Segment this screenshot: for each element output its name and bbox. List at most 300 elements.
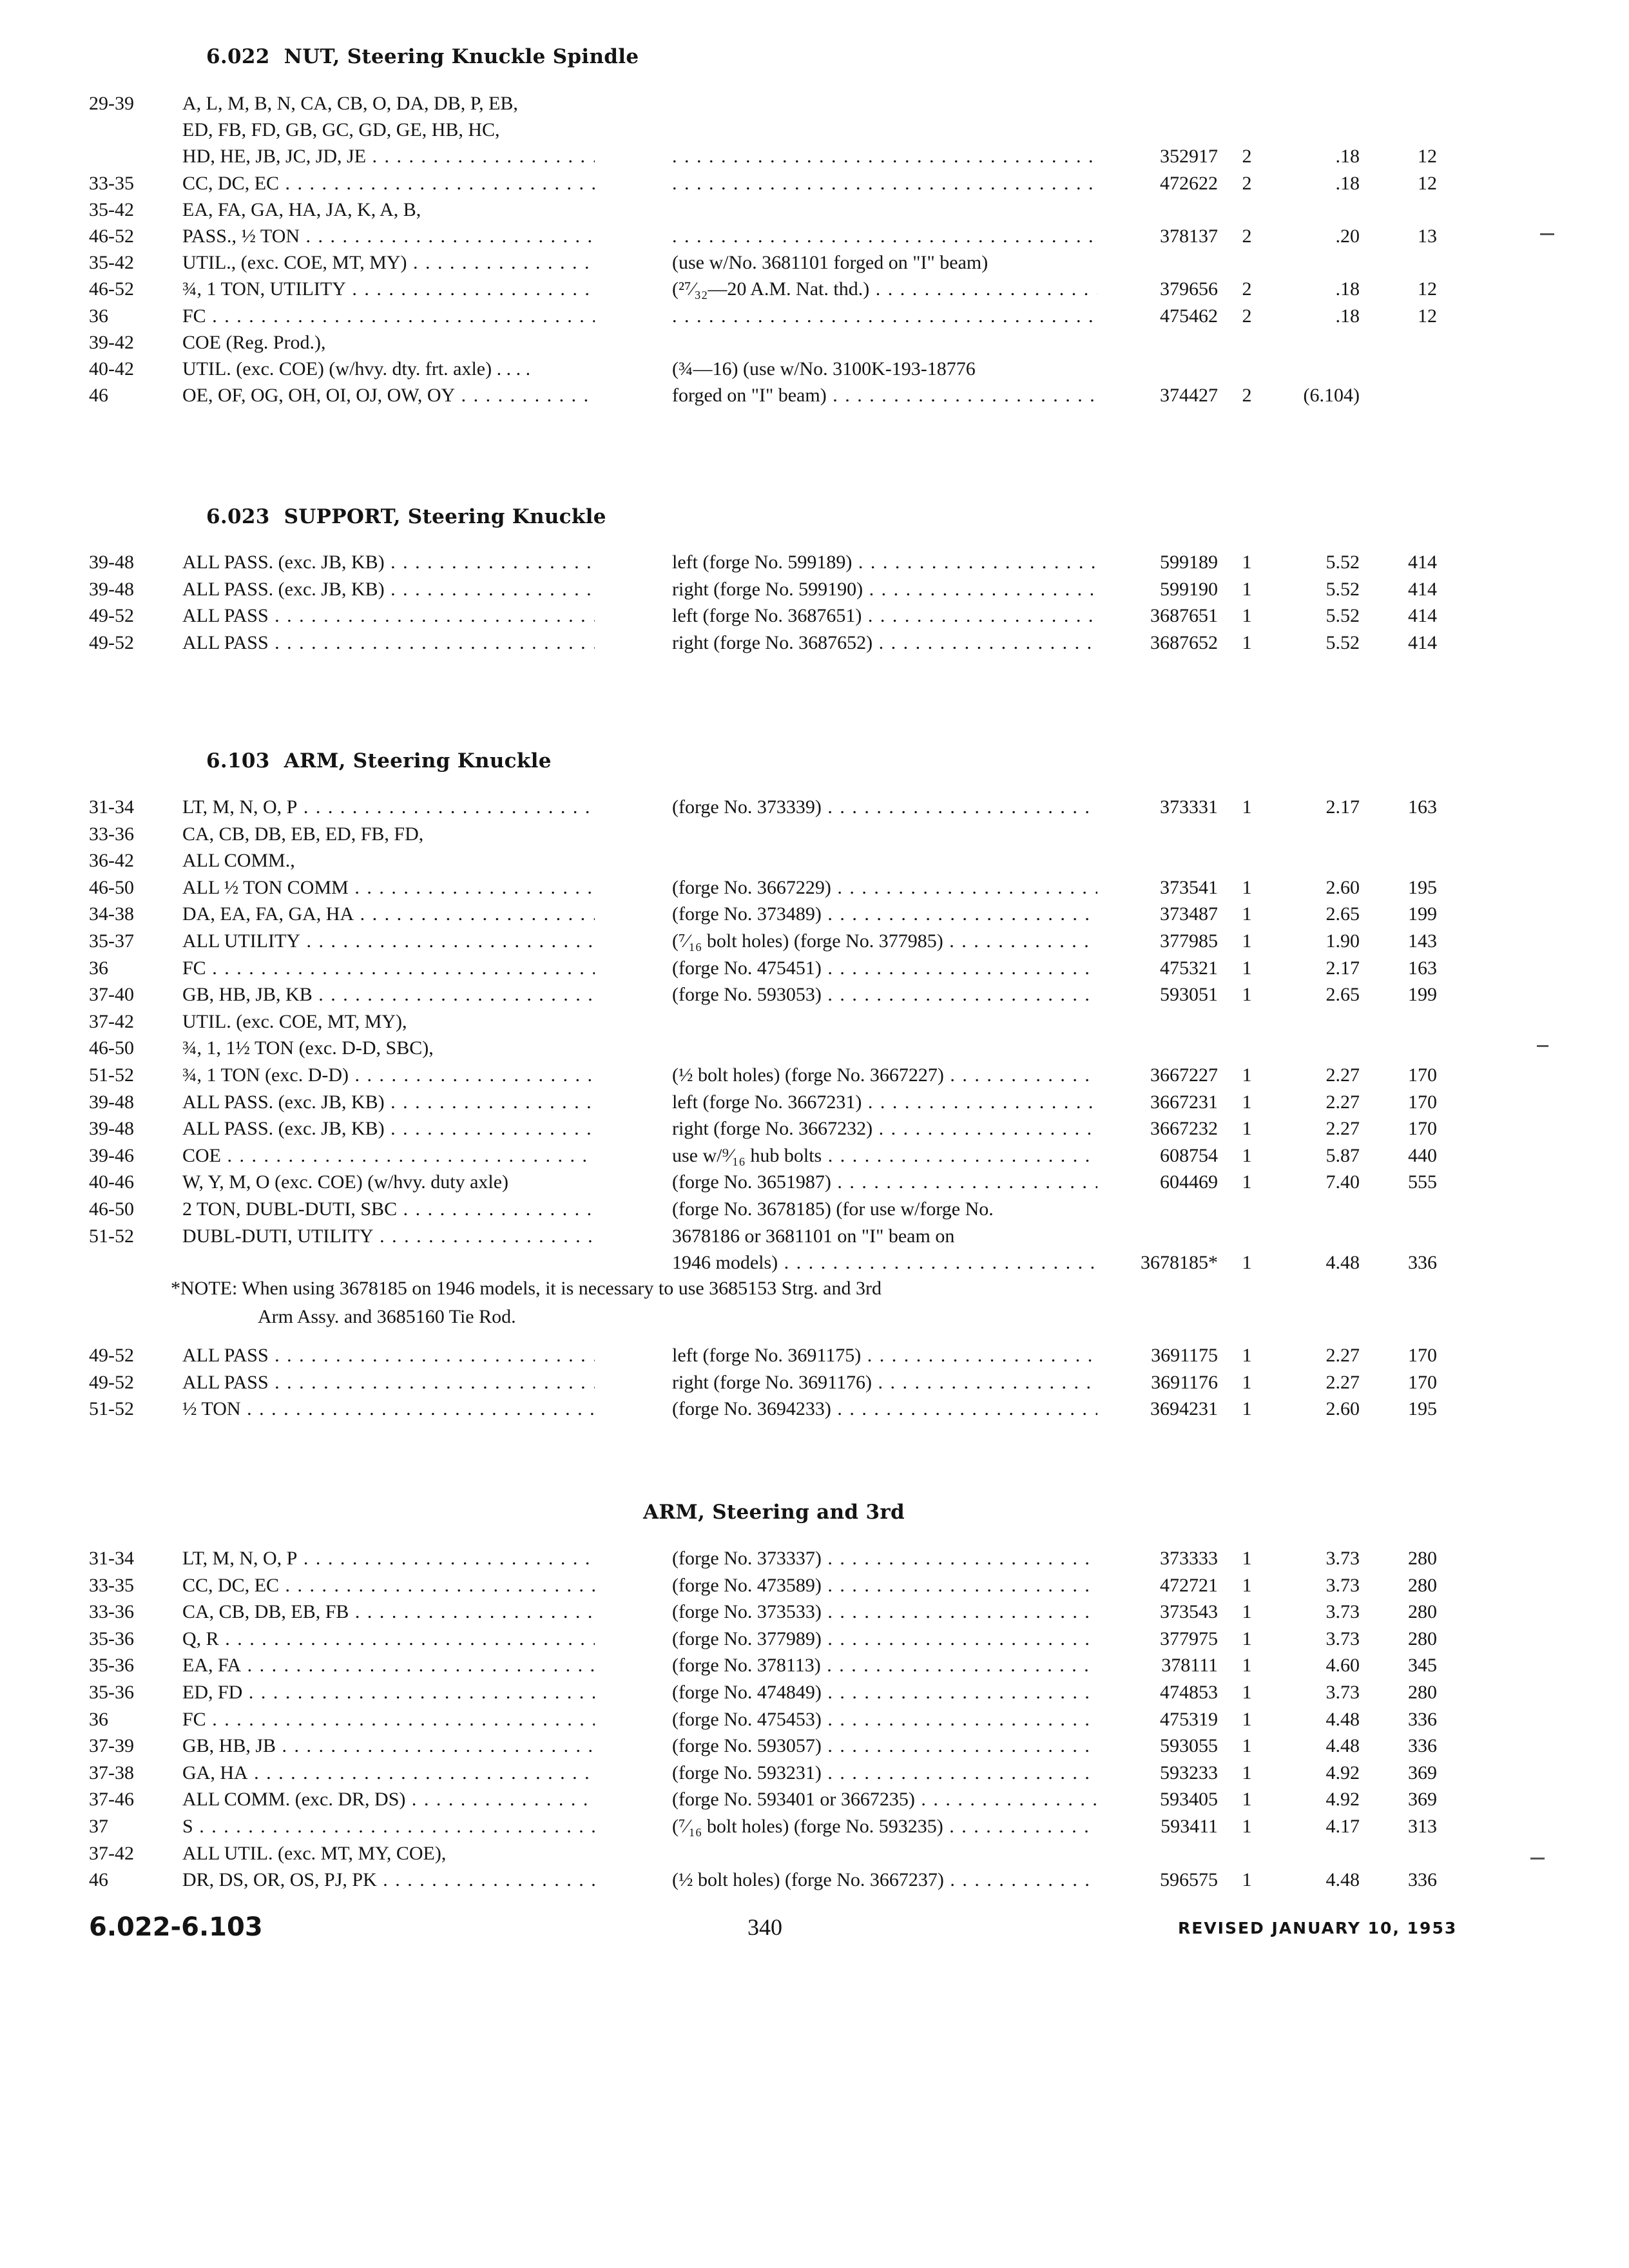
part-number-cell: 3667232 — [1150, 1118, 1218, 1140]
table-row — [0, 249, 1629, 276]
model-cell: Q, R . . . — [182, 1626, 595, 1653]
weight-cell: .18 — [1335, 172, 1360, 194]
year-cell: 46-50 — [89, 1198, 134, 1220]
table-row — [0, 1342, 1629, 1369]
cost-cell: 345 — [1408, 1655, 1437, 1677]
weight-cell: 2.27 — [1325, 1345, 1360, 1366]
part-number-cell: 3678185* — [1141, 1252, 1218, 1274]
year-cell: 37-38 — [89, 1762, 134, 1783]
part-number-cell: 593411 — [1161, 1816, 1218, 1837]
model-cell: DR, DS, OR, OS, PJ, PK . . . — [182, 1867, 595, 1894]
model-cell: EA, FA . . . — [182, 1652, 595, 1679]
year-cell: 33-36 — [89, 1601, 134, 1623]
model-cell: ¾, 1 TON, UTILITY . . . — [182, 276, 595, 303]
weight-cell: 4.48 — [1325, 1869, 1360, 1891]
quantity-cell: 2 — [1242, 305, 1252, 327]
part-number-cell: 593233 — [1160, 1762, 1218, 1783]
model-cell: COE (Reg. Prod.), — [182, 331, 326, 353]
table-row — [0, 1626, 1629, 1653]
note-cell: (¾—16) (use w/No. 3100K-193-18776 — [672, 358, 976, 380]
weight-cell: .20 — [1335, 226, 1360, 247]
part-number-cell: 593051 — [1160, 984, 1218, 1006]
weight-cell: 2.60 — [1325, 1398, 1360, 1419]
model-cell: ALL PASS. (exc. JB, KB) . . . — [182, 1089, 595, 1116]
note-cell — [672, 303, 1097, 330]
quantity-cell: 1 — [1242, 1345, 1252, 1366]
table-row — [0, 1062, 1629, 1089]
table-row — [0, 1169, 1629, 1196]
section-title: NUT, Steering Knuckle Spindle — [284, 45, 639, 68]
model-cell: ALL COMM., — [182, 850, 295, 872]
model-cell: ALL PASS . . . — [182, 602, 595, 629]
quantity-cell: 1 — [1242, 1064, 1252, 1086]
weight-cell: 5.52 — [1325, 605, 1360, 626]
table-row — [0, 576, 1629, 603]
year-cell: 35-36 — [89, 1682, 134, 1703]
table-row — [0, 794, 1629, 821]
quantity-cell: 2 — [1242, 172, 1252, 194]
part-number-cell: 3687651 — [1150, 605, 1218, 626]
note-cell — [672, 170, 1097, 197]
model-cell: ALL PASS . . . — [182, 629, 595, 657]
year-cell: 39-48 — [89, 1118, 134, 1140]
note-cell: forged on "I" beam) . . . — [672, 382, 1097, 409]
year-cell: 49-52 — [89, 1371, 134, 1393]
year-cell: 37-39 — [89, 1735, 134, 1757]
year-cell: 31-34 — [89, 1548, 134, 1569]
section-number: 6.023 — [206, 505, 270, 528]
part-number-cell: 373331 — [1160, 796, 1218, 818]
note-cell: (forge No. 593057) . . . — [672, 1733, 1097, 1760]
year-cell: 51-52 — [89, 1064, 134, 1086]
part-number-cell: 373487 — [1160, 903, 1218, 925]
year-cell: 37 — [89, 1816, 108, 1837]
weight-cell: 4.48 — [1325, 1735, 1360, 1757]
model-cell: W, Y, M, O (exc. COE) (w/hvy. duty axle) — [182, 1171, 509, 1193]
model-cell: ¾, 1, 1½ TON (exc. D-D, SBC), — [182, 1037, 434, 1059]
table-row — [0, 382, 1629, 409]
cost-cell: 280 — [1408, 1548, 1437, 1569]
cost-cell: 280 — [1408, 1628, 1437, 1649]
quantity-cell: 1 — [1242, 1171, 1252, 1193]
weight-cell: 3.73 — [1325, 1682, 1360, 1703]
note-cell: (forge No. 3667229) . . . — [672, 874, 1097, 901]
note-cell — [672, 223, 1097, 250]
year-cell: 35-36 — [89, 1628, 134, 1649]
cost-cell: 13 — [1418, 226, 1437, 247]
weight-cell: 5.52 — [1325, 631, 1360, 653]
cost-cell: 195 — [1408, 876, 1437, 898]
model-cell: LT, M, N, O, P . . . — [182, 1545, 595, 1572]
part-number-cell: 378111 — [1161, 1655, 1218, 1677]
note-cell: 3678186 or 3681101 on "I" beam on — [672, 1225, 955, 1247]
quantity-cell: 1 — [1242, 552, 1252, 573]
table-row — [0, 1249, 1629, 1276]
scan-mark — [1540, 233, 1554, 235]
quantity-cell: 1 — [1242, 578, 1252, 600]
cost-cell: 12 — [1418, 278, 1437, 300]
note-cell: 1946 models) . . . — [672, 1249, 1097, 1276]
cost-cell: 280 — [1408, 1574, 1437, 1596]
part-number-cell: 3691176 — [1151, 1371, 1218, 1393]
part-number-cell: 3691175 — [1151, 1345, 1218, 1366]
table-row — [0, 303, 1629, 330]
part-number-cell: 373333 — [1160, 1548, 1218, 1569]
cost-cell: 195 — [1408, 1398, 1437, 1419]
note-cell: (forge No. 378113) . . . — [672, 1652, 1097, 1679]
table-row — [0, 928, 1629, 955]
year-cell: 36 — [89, 305, 108, 327]
quantity-cell: 1 — [1242, 1816, 1252, 1837]
model-cell: FC . . . — [182, 303, 595, 330]
quantity-cell: 1 — [1242, 957, 1252, 979]
section-title: SUPPORT, Steering Knuckle — [284, 505, 606, 528]
section-title: ARM, Steering Knuckle — [284, 749, 552, 773]
quantity-cell: 1 — [1242, 903, 1252, 925]
note-cell: (forge No. 3694233) . . . — [672, 1396, 1097, 1423]
weight-cell: (6.104) — [1303, 385, 1360, 407]
weight-cell: 5.87 — [1325, 1144, 1360, 1166]
cost-cell: 336 — [1408, 1735, 1437, 1757]
quantity-cell: 1 — [1242, 605, 1252, 626]
table-row — [0, 1089, 1629, 1116]
section-heading-6103 — [206, 749, 552, 773]
cost-cell: 163 — [1408, 957, 1437, 979]
model-cell: DA, EA, FA, GA, HA . . . — [182, 901, 595, 928]
table-row — [0, 356, 1629, 383]
model-cell: ALL PASS. (exc. JB, KB) . . . — [182, 549, 595, 576]
part-number-cell: 593055 — [1160, 1735, 1218, 1757]
scan-mark — [1537, 1045, 1548, 1047]
model-cell: CA, CB, DB, EB, FB . . . — [182, 1599, 595, 1626]
part-number-cell: 3667227 — [1150, 1064, 1218, 1086]
model-cell: ED, FD . . . — [182, 1679, 595, 1706]
table-row — [0, 197, 1629, 224]
model-cell: DUBL-DUTI, UTILITY . . . — [182, 1223, 595, 1250]
table-row — [0, 874, 1629, 901]
year-cell: 39-48 — [89, 578, 134, 600]
model-cell: A, L, M, B, N, CA, CB, O, DA, DB, P, EB, — [182, 93, 518, 114]
weight-cell: 4.92 — [1325, 1762, 1360, 1783]
note-cell: (forge No. 373339) . . . — [672, 794, 1097, 821]
cost-cell: 414 — [1408, 578, 1437, 600]
quantity-cell: 1 — [1242, 1118, 1252, 1140]
year-cell: 40-46 — [89, 1171, 134, 1193]
weight-cell: 2.17 — [1325, 796, 1360, 818]
table-row — [0, 1840, 1629, 1867]
note-cell: (⁷⁄₁₆ bolt holes) (forge No. 377985) . . . — [672, 928, 1097, 955]
table-row — [0, 1115, 1629, 1142]
table-row — [0, 1223, 1629, 1250]
note-cell: left (forge No. 599189) . . . — [672, 549, 1097, 576]
model-cell: GB, HB, JB . . . — [182, 1733, 595, 1760]
quantity-cell: 1 — [1242, 1601, 1252, 1623]
part-number-cell: 599189 — [1160, 552, 1218, 573]
year-cell: 33-36 — [89, 823, 134, 845]
quantity-cell: 2 — [1242, 226, 1252, 247]
note-cell: (forge No. 593231) . . . — [672, 1760, 1097, 1787]
table-row — [0, 1706, 1629, 1733]
cost-cell: 555 — [1408, 1171, 1437, 1193]
part-number-cell: 3694231 — [1150, 1398, 1218, 1419]
year-cell: 37-42 — [89, 1842, 134, 1864]
year-cell: 46-50 — [89, 876, 134, 898]
model-cell: ¾, 1 TON (exc. D-D) . . . — [182, 1062, 595, 1089]
note-cell: (½ bolt holes) (forge No. 3667227) . . . — [672, 1062, 1097, 1089]
footer-revised-date: REVISED JANUARY 10, 1953 — [1178, 1919, 1458, 1937]
quantity-cell: 1 — [1242, 1371, 1252, 1393]
weight-cell: 3.73 — [1325, 1601, 1360, 1623]
quantity-cell: 1 — [1242, 1655, 1252, 1677]
cost-cell: 170 — [1408, 1371, 1437, 1393]
quantity-cell: 1 — [1242, 876, 1252, 898]
year-cell: 37-40 — [89, 984, 134, 1006]
part-number-cell: 474853 — [1160, 1682, 1218, 1703]
cost-cell: 12 — [1418, 146, 1437, 168]
model-cell: ED, FB, FD, GB, GC, GD, GE, HB, HC, — [182, 119, 500, 141]
year-cell: 35-42 — [89, 252, 134, 274]
table-row — [0, 1369, 1629, 1396]
part-number-cell: 3687652 — [1150, 631, 1218, 653]
cost-cell: 12 — [1418, 305, 1437, 327]
table-row — [0, 1572, 1629, 1599]
weight-cell: 7.40 — [1325, 1171, 1360, 1193]
model-cell: LT, M, N, O, P . . . — [182, 794, 595, 821]
part-number-cell: 472622 — [1160, 172, 1218, 194]
year-cell: 33-35 — [89, 172, 134, 194]
quantity-cell: 1 — [1242, 796, 1252, 818]
weight-cell: 2.27 — [1325, 1371, 1360, 1393]
cost-cell: 199 — [1408, 903, 1437, 925]
table-row — [0, 1867, 1629, 1894]
table-row — [0, 1733, 1629, 1760]
table-row — [0, 1813, 1629, 1840]
year-cell: 51-52 — [89, 1225, 134, 1247]
weight-cell: 4.48 — [1325, 1252, 1360, 1274]
year-cell: 29-39 — [89, 93, 134, 114]
model-cell: ALL UTILITY . . . — [182, 928, 595, 955]
weight-cell: 3.73 — [1325, 1628, 1360, 1649]
part-number-cell: 596575 — [1160, 1869, 1218, 1891]
table-row — [0, 549, 1629, 576]
year-cell: 37-46 — [89, 1789, 134, 1811]
year-cell: 34-38 — [89, 903, 134, 925]
weight-cell: 4.60 — [1325, 1655, 1360, 1677]
model-cell: ALL ½ TON COMM . . . — [182, 874, 595, 901]
table-row — [0, 981, 1629, 1008]
quantity-cell: 1 — [1242, 930, 1252, 952]
part-number-cell: 472721 — [1160, 1574, 1218, 1596]
year-cell: 46-50 — [89, 1037, 134, 1059]
model-cell: FC . . . — [182, 1706, 595, 1733]
section-title: ARM, Steering and 3rd — [643, 1501, 905, 1524]
note-cell: (forge No. 3678185) (for use w/forge No. — [672, 1198, 994, 1220]
year-cell: 46-52 — [89, 226, 134, 247]
cost-cell: 414 — [1408, 605, 1437, 626]
quantity-cell: 1 — [1242, 1762, 1252, 1783]
note-cell: (forge No. 593053) . . . — [672, 981, 1097, 1008]
note-cell: use w/⁹⁄₁₆ hub bolts . . . — [672, 1142, 1097, 1169]
cost-cell: 336 — [1408, 1869, 1437, 1891]
part-number-cell: 352917 — [1160, 146, 1218, 168]
part-number-cell: 475319 — [1160, 1708, 1218, 1730]
table-row — [0, 629, 1629, 657]
quantity-cell: 1 — [1242, 1144, 1252, 1166]
model-cell: ALL PASS. (exc. JB, KB) . . . — [182, 576, 595, 603]
weight-cell: 4.48 — [1325, 1708, 1360, 1730]
table-row — [0, 1545, 1629, 1572]
note-cell: (⁷⁄₁₆ bolt holes) (forge No. 593235) . . . — [672, 1813, 1097, 1840]
weight-cell: 2.17 — [1325, 957, 1360, 979]
model-cell: GB, HB, JB, KB . . . — [182, 981, 595, 1008]
quantity-cell: 2 — [1242, 278, 1252, 300]
quantity-cell: 1 — [1242, 1708, 1252, 1730]
model-cell: PASS., ½ TON . . . — [182, 223, 595, 250]
section-number: 6.103 — [206, 749, 270, 773]
weight-cell: 4.92 — [1325, 1789, 1360, 1811]
year-cell: 35-42 — [89, 198, 134, 220]
table-row — [0, 1008, 1629, 1035]
note-cell: right (forge No. 3667232) . . . — [672, 1115, 1097, 1142]
table-row — [0, 1652, 1629, 1679]
table-row — [0, 1786, 1629, 1813]
cost-cell: 163 — [1408, 796, 1437, 818]
year-cell: 46-52 — [89, 278, 134, 300]
model-cell: ALL PASS . . . — [182, 1342, 595, 1369]
note-cell — [672, 143, 1097, 170]
weight-cell: 1.90 — [1325, 930, 1360, 952]
model-cell: ALL COMM. (exc. DR, DS) . . . — [182, 1786, 595, 1813]
year-cell: 49-52 — [89, 631, 134, 653]
note-cell: left (forge No. 3687651) . . . — [672, 602, 1097, 629]
section-heading-6022 — [206, 45, 639, 68]
quantity-cell: 1 — [1242, 1548, 1252, 1569]
note-cell: (forge No. 473589) . . . — [672, 1572, 1097, 1599]
part-number-cell: 599190 — [1160, 578, 1218, 600]
note-cell: (½ bolt holes) (forge No. 3667237) . . . — [672, 1867, 1097, 1894]
cost-cell: 280 — [1408, 1682, 1437, 1703]
table-row — [0, 170, 1629, 197]
footnote-line-1: *NOTE: When using 3678185 on 1946 models, it is necessary to use 3685153 Strg. and 3rd — [171, 1278, 882, 1299]
cost-cell: 313 — [1408, 1816, 1437, 1837]
cost-cell: 170 — [1408, 1064, 1437, 1086]
cost-cell: 336 — [1408, 1252, 1437, 1274]
model-cell: S . . . — [182, 1813, 595, 1840]
quantity-cell: 1 — [1242, 1735, 1252, 1757]
weight-cell: 3.73 — [1325, 1548, 1360, 1569]
part-number-cell: 374427 — [1160, 385, 1218, 407]
cost-cell: 143 — [1408, 930, 1437, 952]
model-cell: UTIL. (exc. COE) (w/hvy. dty. frt. axle) . . . . — [182, 358, 531, 380]
table-row — [0, 821, 1629, 848]
table-row — [0, 955, 1629, 982]
model-cell: CA, CB, DB, EB, ED, FB, FD, — [182, 823, 424, 845]
model-cell: ½ TON . . . — [182, 1396, 595, 1423]
table-row — [0, 329, 1629, 356]
note-cell: (forge No. 373489) . . . — [672, 901, 1097, 928]
footer-section-range: 6.022-6.103 — [89, 1912, 263, 1942]
weight-cell: 2.65 — [1325, 903, 1360, 925]
model-cell: OE, OF, OG, OH, OI, OJ, OW, OY . . . — [182, 382, 595, 409]
part-number-cell: 475462 — [1160, 305, 1218, 327]
year-cell: 49-52 — [89, 1345, 134, 1366]
quantity-cell: 1 — [1242, 984, 1252, 1006]
weight-cell: .18 — [1335, 278, 1360, 300]
part-number-cell: 378137 — [1160, 226, 1218, 247]
year-cell: 36 — [89, 1708, 108, 1730]
table-row — [0, 276, 1629, 303]
model-cell: FC . . . — [182, 955, 595, 982]
model-cell: UTIL. (exc. COE, MT, MY), — [182, 1010, 407, 1032]
quantity-cell: 1 — [1242, 1789, 1252, 1811]
cost-cell: 414 — [1408, 631, 1437, 653]
footnote-line-2: Arm Assy. and 3685160 Tie Rod. — [258, 1306, 516, 1327]
table-row — [0, 1196, 1629, 1223]
part-number-cell: 377975 — [1160, 1628, 1218, 1649]
model-cell: ALL UTIL. (exc. MT, MY, COE), — [182, 1842, 447, 1864]
table-row — [0, 223, 1629, 250]
quantity-cell: 2 — [1242, 385, 1252, 407]
table-row — [0, 1035, 1629, 1062]
table-row — [0, 602, 1629, 629]
table-row — [0, 1760, 1629, 1787]
model-cell: EA, FA, GA, HA, JA, K, A, B, — [182, 198, 421, 220]
table-row — [0, 1599, 1629, 1626]
quantity-cell: 1 — [1242, 1869, 1252, 1891]
part-number-cell: 373543 — [1160, 1601, 1218, 1623]
quantity-cell: 1 — [1242, 631, 1252, 653]
note-cell: (forge No. 3651987) . . . — [672, 1169, 1097, 1196]
part-number-cell: 608754 — [1160, 1144, 1218, 1166]
cost-cell: 440 — [1408, 1144, 1437, 1166]
part-number-cell: 593405 — [1160, 1789, 1218, 1811]
model-cell: HD, HE, JB, JC, JD, JE . . . — [182, 143, 595, 170]
model-cell: 2 TON, DUBL-DUTI, SBC . . . — [182, 1196, 595, 1223]
table-row — [0, 847, 1629, 874]
note-cell: (forge No. 377989) . . . — [672, 1626, 1097, 1653]
table-row — [0, 143, 1629, 170]
note-cell: left (forge No. 3667231) . . . — [672, 1089, 1097, 1116]
weight-cell: 2.27 — [1325, 1118, 1360, 1140]
weight-cell: 2.27 — [1325, 1091, 1360, 1113]
quantity-cell: 1 — [1242, 1252, 1252, 1274]
year-cell: 39-48 — [89, 552, 134, 573]
year-cell: 40-42 — [89, 358, 134, 380]
weight-cell: 2.60 — [1325, 876, 1360, 898]
cost-cell: 170 — [1408, 1091, 1437, 1113]
cost-cell: 336 — [1408, 1708, 1437, 1730]
model-cell: ALL PASS. (exc. JB, KB) . . . — [182, 1115, 595, 1142]
cost-cell: 12 — [1418, 172, 1437, 194]
cost-cell: 170 — [1408, 1118, 1437, 1140]
year-cell: 46 — [89, 1869, 108, 1891]
section-heading-steering-3rd — [643, 1501, 905, 1524]
weight-cell: 3.73 — [1325, 1574, 1360, 1596]
cost-cell: 369 — [1408, 1762, 1437, 1783]
part-number-cell: 379656 — [1160, 278, 1218, 300]
note-cell: (forge No. 474849) . . . — [672, 1679, 1097, 1706]
note-cell: (forge No. 475451) . . . — [672, 955, 1097, 982]
scan-mark — [1530, 1858, 1545, 1860]
section-heading-6023 — [206, 505, 606, 528]
year-cell: 49-52 — [89, 605, 134, 626]
model-cell: CC, DC, EC . . . — [182, 1572, 595, 1599]
note-cell: (forge No. 373337) . . . — [672, 1545, 1097, 1572]
model-cell: CC, DC, EC . . . — [182, 170, 595, 197]
quantity-cell: 1 — [1242, 1091, 1252, 1113]
year-cell: 36 — [89, 957, 108, 979]
table-row — [0, 117, 1629, 144]
